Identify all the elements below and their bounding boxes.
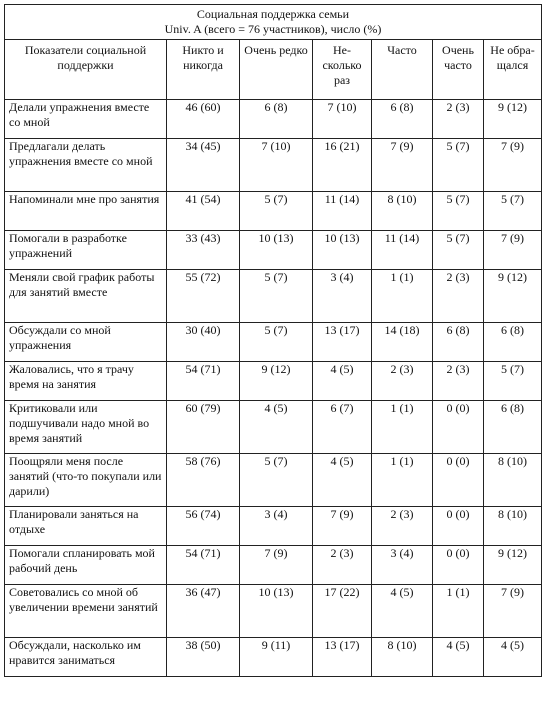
row-indicator-label: Планировали заняться на отдыхе — [5, 507, 167, 546]
table-cell-value: 10 (13) — [313, 231, 372, 270]
table-cell-value: 30 (40) — [167, 323, 240, 362]
table-cell-value: 41 (54) — [167, 192, 240, 231]
table-cell-value: 8 (10) — [372, 638, 433, 677]
table-cell-value: 4 (5) — [240, 401, 313, 454]
table-cell-value: 0 (0) — [433, 454, 484, 507]
table-row — [5, 231, 542, 270]
table-cell-value: 10 (13) — [240, 231, 313, 270]
table-cell-value: 54 (71) — [167, 546, 240, 585]
table-cell-value: 58 (76) — [167, 454, 240, 507]
table-row — [5, 546, 542, 585]
row-indicator-label: Критиковали или подшучивали надо мной во время занятий — [5, 401, 167, 454]
table-row — [5, 585, 542, 638]
row-indicator-label: Напоминали мне про занятия — [5, 192, 167, 231]
column-header-row — [5, 40, 542, 100]
row-indicator-label: Обсуждали со мной упражнения — [5, 323, 167, 362]
table-cell-value: 1 (1) — [433, 585, 484, 638]
table-cell-value: 9 (12) — [484, 270, 542, 323]
table-subtitle: Univ. A (всего = 76 участников), число (%) — [164, 22, 382, 36]
table-row — [5, 507, 542, 546]
table-cell-value: 8 (10) — [484, 507, 542, 546]
table-row — [5, 323, 542, 362]
table-cell-value: 4 (5) — [484, 638, 542, 677]
table-cell-value: 6 (8) — [484, 323, 542, 362]
table-title: Социальная поддержка семьи — [196, 7, 350, 21]
table-cell-value: 6 (7) — [313, 401, 372, 454]
column-header-several-times: Не-сколько раз — [313, 40, 372, 100]
table-cell-value: 13 (17) — [313, 323, 372, 362]
table-row — [5, 139, 542, 192]
table-cell-value: 11 (14) — [313, 192, 372, 231]
table-cell-value: 13 (17) — [313, 638, 372, 677]
table-cell-value: 2 (3) — [433, 362, 484, 401]
table-body — [5, 100, 542, 677]
table-cell-value: 60 (79) — [167, 401, 240, 454]
table-cell-value: 7 (9) — [313, 507, 372, 546]
table-row — [5, 362, 542, 401]
table-cell-value: 5 (7) — [433, 192, 484, 231]
column-header-very-often: Очень часто — [433, 40, 484, 100]
table-cell-value: 1 (1) — [372, 454, 433, 507]
table-cell-value: 2 (3) — [433, 100, 484, 139]
table-cell-value: 11 (14) — [372, 231, 433, 270]
column-header-indicator: Показатели социальной поддержки — [5, 40, 167, 100]
table-cell-value: 54 (71) — [167, 362, 240, 401]
table-cell-value: 5 (7) — [240, 192, 313, 231]
table-cell-value: 2 (3) — [433, 270, 484, 323]
table-cell-value: 0 (0) — [433, 546, 484, 585]
table-cell-value: 56 (74) — [167, 507, 240, 546]
table-row — [5, 638, 542, 677]
table-cell-value: 5 (7) — [240, 323, 313, 362]
table-cell-value: 55 (72) — [167, 270, 240, 323]
table-cell-value: 6 (8) — [372, 100, 433, 139]
table-cell-value: 7 (9) — [484, 231, 542, 270]
column-header-very-rarely: Очень редко — [240, 40, 313, 100]
table-cell-value: 3 (4) — [240, 507, 313, 546]
table-cell-value: 0 (0) — [433, 401, 484, 454]
table-cell-value: 2 (3) — [372, 507, 433, 546]
table-cell-value: 46 (60) — [167, 100, 240, 139]
table-cell-value: 7 (10) — [240, 139, 313, 192]
row-indicator-label: Поощряли меня после занятий (что-то покупали или дарили) — [5, 454, 167, 507]
table-cell-value: 8 (10) — [372, 192, 433, 231]
row-indicator-label: Делали упражнения вместе со мной — [5, 100, 167, 139]
table-row — [5, 100, 542, 139]
table-cell-value: 9 (11) — [240, 638, 313, 677]
table-cell-value: 3 (4) — [372, 546, 433, 585]
document-page — [4, 4, 541, 677]
table-cell-value: 1 (1) — [372, 270, 433, 323]
table-cell-value: 38 (50) — [167, 638, 240, 677]
column-header-never: Никто и никогда — [167, 40, 240, 100]
row-indicator-label: Жаловались, что я трачу время на занятия — [5, 362, 167, 401]
table-cell-value: 9 (12) — [484, 100, 542, 139]
table-cell-value: 5 (7) — [484, 362, 542, 401]
column-header-did-not-apply: Не обра-щался — [484, 40, 542, 100]
table-cell-value: 5 (7) — [433, 231, 484, 270]
table-row — [5, 192, 542, 231]
table-cell-value: 4 (5) — [313, 362, 372, 401]
row-indicator-label: Обсуждали, насколько им нравится заниматься — [5, 638, 167, 677]
table-cell-value: 2 (3) — [313, 546, 372, 585]
column-header-often: Часто — [372, 40, 433, 100]
table-cell-value: 1 (1) — [372, 401, 433, 454]
table-cell-value: 7 (10) — [313, 100, 372, 139]
table-cell-value: 16 (21) — [313, 139, 372, 192]
table-cell-value: 5 (7) — [433, 139, 484, 192]
table-cell-value: 4 (5) — [433, 638, 484, 677]
table-row — [5, 401, 542, 454]
table-cell-value: 7 (9) — [484, 585, 542, 638]
table-cell-value: 6 (8) — [240, 100, 313, 139]
table-cell-value: 0 (0) — [433, 507, 484, 546]
table-cell-value: 2 (3) — [372, 362, 433, 401]
row-indicator-label: Предлагали делать упражнения вместе со мной — [5, 139, 167, 192]
table-cell-value: 36 (47) — [167, 585, 240, 638]
table-cell-value: 7 (9) — [240, 546, 313, 585]
table-cell-value: 9 (12) — [484, 546, 542, 585]
table-cell-value: 4 (5) — [313, 454, 372, 507]
row-indicator-label: Советовались со мной об увеличении времени занятий — [5, 585, 167, 638]
table-cell-value: 34 (45) — [167, 139, 240, 192]
table-title-cell — [5, 5, 542, 40]
table-cell-value: 6 (8) — [433, 323, 484, 362]
table-cell-value: 14 (18) — [372, 323, 433, 362]
table-cell-value: 33 (43) — [167, 231, 240, 270]
table-cell-value: 8 (10) — [484, 454, 542, 507]
row-indicator-label: Помогали в разработке упражнений — [5, 231, 167, 270]
table-cell-value: 10 (13) — [240, 585, 313, 638]
table-cell-value: 3 (4) — [313, 270, 372, 323]
row-indicator-label: Помогали спланировать мой рабочий день — [5, 546, 167, 585]
row-indicator-label: Меняли свой график работы для занятий вместе — [5, 270, 167, 323]
social-support-table — [4, 4, 542, 677]
table-cell-value: 17 (22) — [313, 585, 372, 638]
table-cell-value: 5 (7) — [240, 454, 313, 507]
table-cell-value: 9 (12) — [240, 362, 313, 401]
table-cell-value: 6 (8) — [484, 401, 542, 454]
table-row — [5, 454, 542, 507]
table-cell-value: 7 (9) — [372, 139, 433, 192]
table-cell-value: 5 (7) — [240, 270, 313, 323]
table-cell-value: 7 (9) — [484, 139, 542, 192]
table-cell-value: 4 (5) — [372, 585, 433, 638]
table-cell-value: 5 (7) — [484, 192, 542, 231]
table-row — [5, 270, 542, 323]
